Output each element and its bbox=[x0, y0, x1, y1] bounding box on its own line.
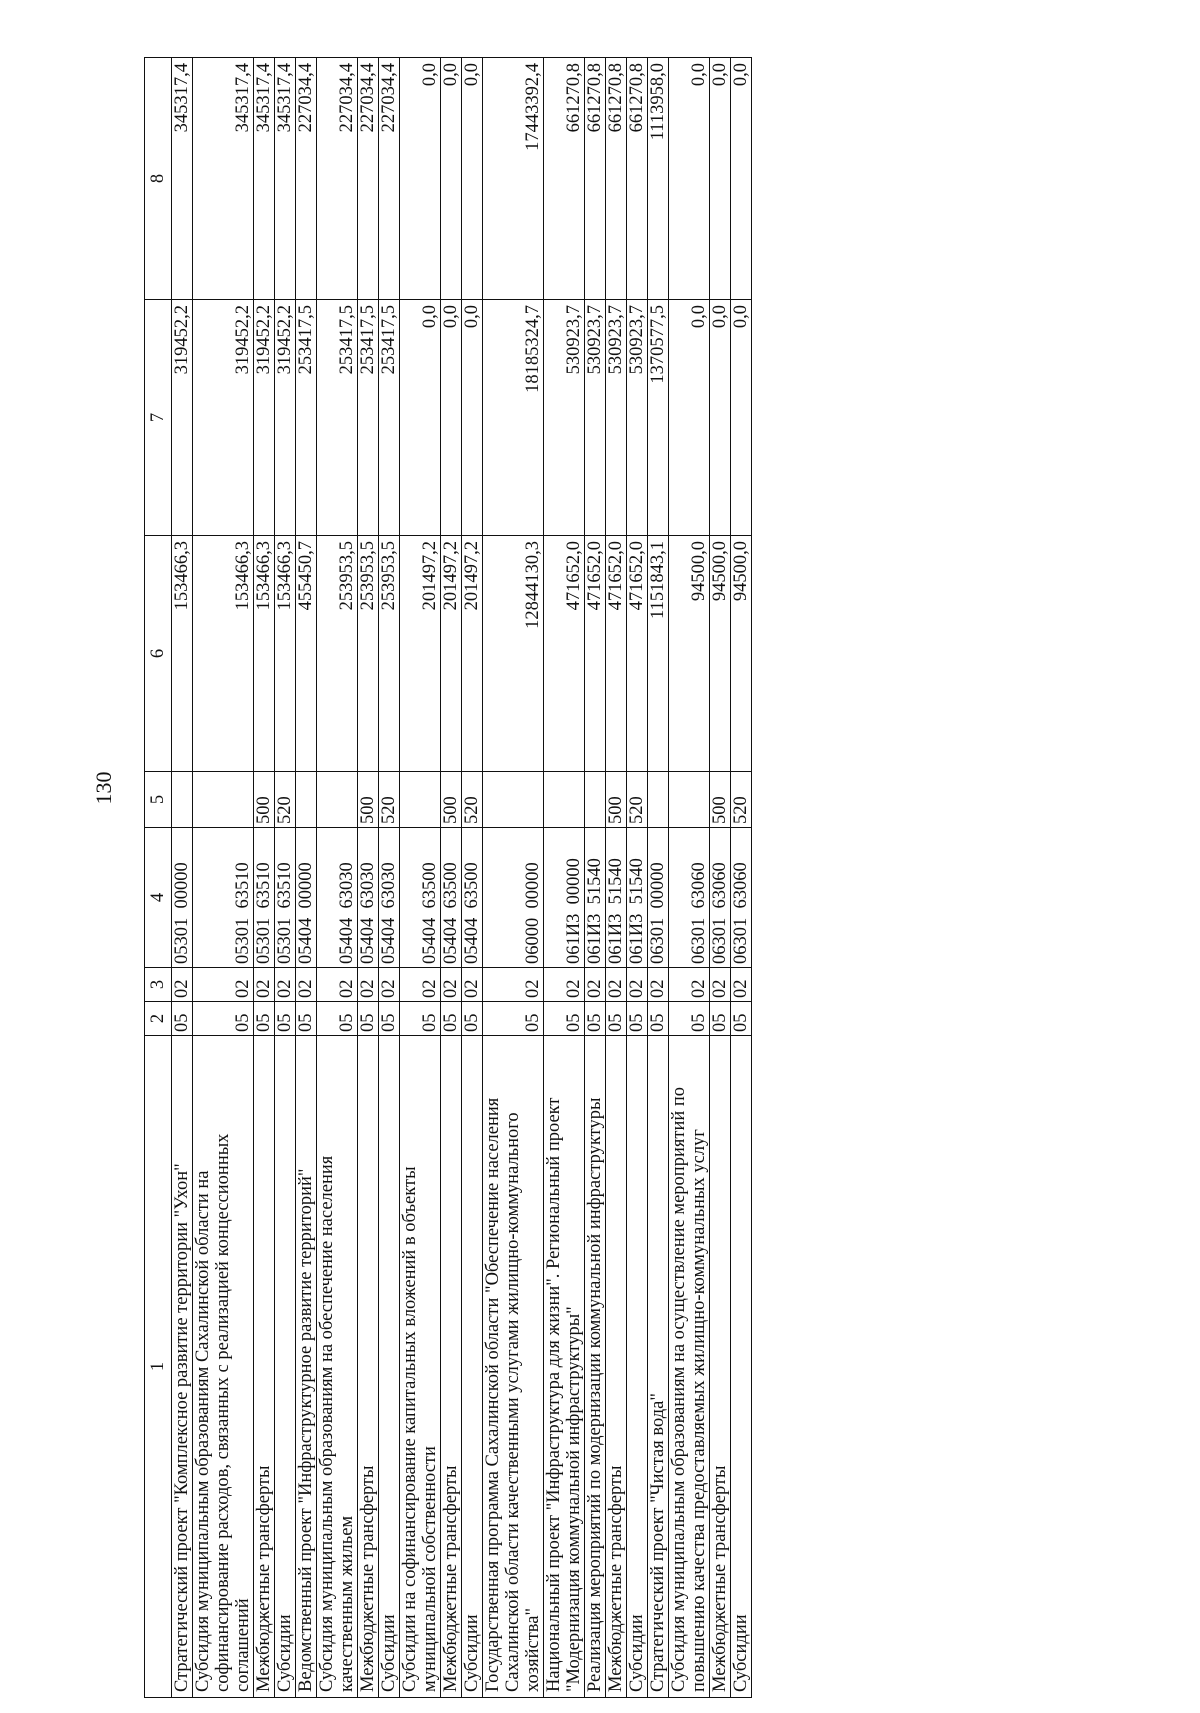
amount-col6-cell: 94500,0 bbox=[731, 536, 752, 772]
amount-col8-cell: 0,0 bbox=[731, 58, 752, 300]
section-code-cell: 05 bbox=[544, 1002, 585, 1036]
table-row bbox=[648, 58, 669, 1698]
section-code-cell: 05 bbox=[254, 1002, 275, 1036]
target-article-cell: 05404 63500 bbox=[441, 828, 462, 968]
target-article-cell: 05404 63030 bbox=[317, 828, 358, 968]
subsection-code-cell: 02 bbox=[193, 968, 254, 1002]
amount-col8-cell: 345317,4 bbox=[193, 58, 254, 300]
target-article-cell: 06301 63060 bbox=[731, 828, 752, 968]
section-code-cell: 05 bbox=[483, 1002, 544, 1036]
row-name-cell: Субсидия муниципальным образованиям на обеспечение населения качественным жильем bbox=[317, 1036, 358, 1698]
section-code-cell: 05 bbox=[400, 1002, 441, 1036]
target-article-cell: 06301 63060 bbox=[710, 828, 731, 968]
amount-col8-cell: 345317,4 bbox=[172, 58, 193, 300]
table-row bbox=[296, 58, 317, 1698]
amount-col8-cell: 661270,8 bbox=[606, 58, 627, 300]
amount-col7-cell: 253417,5 bbox=[358, 300, 379, 536]
amount-col6-cell: 1151843,1 bbox=[648, 536, 669, 772]
target-article-cell: 06301 00000 bbox=[648, 828, 669, 968]
amount-col8-cell: 0,0 bbox=[400, 58, 441, 300]
row-name-cell: Субсидии bbox=[731, 1036, 752, 1698]
budget-table bbox=[144, 57, 752, 1698]
expense-type-cell bbox=[544, 772, 585, 828]
expense-type-cell: 520 bbox=[731, 772, 752, 828]
table-row bbox=[317, 58, 358, 1698]
header-row bbox=[145, 58, 172, 1698]
expense-type-cell bbox=[172, 772, 193, 828]
target-article-cell: 05404 63030 bbox=[379, 828, 400, 968]
target-article-cell: 05301 63510 bbox=[254, 828, 275, 968]
target-article-cell: 061И3 00000 bbox=[544, 828, 585, 968]
subsection-code-cell: 02 bbox=[483, 968, 544, 1002]
expense-type-cell: 520 bbox=[627, 772, 648, 828]
section-code-cell: 05 bbox=[358, 1002, 379, 1036]
section-code-cell: 05 bbox=[606, 1002, 627, 1036]
amount-col7-cell: 530923,7 bbox=[627, 300, 648, 536]
section-code-cell: 05 bbox=[379, 1002, 400, 1036]
row-name-cell: Межбюджетные трансферты bbox=[358, 1036, 379, 1698]
amount-col7-cell: 253417,5 bbox=[317, 300, 358, 536]
amount-col7-cell: 18185324,7 bbox=[483, 300, 544, 536]
expense-type-cell: 500 bbox=[358, 772, 379, 828]
amount-col7-cell: 253417,5 bbox=[379, 300, 400, 536]
expense-type-cell bbox=[648, 772, 669, 828]
amount-col7-cell: 319452,2 bbox=[275, 300, 296, 536]
amount-col8-cell: 345317,4 bbox=[254, 58, 275, 300]
target-article-cell: 05301 00000 bbox=[172, 828, 193, 968]
table-row bbox=[585, 58, 606, 1698]
column-header: 3 bbox=[145, 968, 172, 1002]
row-name-cell: Межбюджетные трансферты bbox=[710, 1036, 731, 1698]
amount-col7-cell: 0,0 bbox=[669, 300, 710, 536]
section-code-cell: 05 bbox=[648, 1002, 669, 1036]
section-code-cell: 05 bbox=[710, 1002, 731, 1036]
subsection-code-cell: 02 bbox=[254, 968, 275, 1002]
target-article-cell: 06000 00000 bbox=[483, 828, 544, 968]
target-article-cell: 05404 63030 bbox=[358, 828, 379, 968]
table-row bbox=[669, 58, 710, 1698]
amount-col6-cell: 12844130,3 bbox=[483, 536, 544, 772]
subsection-code-cell: 02 bbox=[441, 968, 462, 1002]
row-name-cell: Межбюджетные трансферты bbox=[441, 1036, 462, 1698]
table-row bbox=[275, 58, 296, 1698]
row-name-cell: Ведомственный проект "Инфраструктурное развитие территорий" bbox=[296, 1036, 317, 1698]
expense-type-cell bbox=[296, 772, 317, 828]
subsection-code-cell: 02 bbox=[296, 968, 317, 1002]
row-name-cell: Национальный проект "Инфраструктура для жизни". Региональный проект "Модернизация коммунальной инфраструктуры" bbox=[544, 1036, 585, 1698]
row-name-cell: Субсидии bbox=[379, 1036, 400, 1698]
table-row bbox=[193, 58, 254, 1698]
amount-col6-cell: 201497,2 bbox=[462, 536, 483, 772]
amount-col7-cell: 530923,7 bbox=[544, 300, 585, 536]
expense-type-cell bbox=[585, 772, 606, 828]
target-article-cell: 06301 63060 bbox=[669, 828, 710, 968]
target-article-cell: 05301 63510 bbox=[275, 828, 296, 968]
subsection-code-cell: 02 bbox=[648, 968, 669, 1002]
amount-col7-cell: 319452,2 bbox=[172, 300, 193, 536]
amount-col8-cell: 227034,4 bbox=[379, 58, 400, 300]
amount-col6-cell: 201497,2 bbox=[400, 536, 441, 772]
column-header: 5 bbox=[145, 772, 172, 828]
amount-col6-cell: 94500,0 bbox=[669, 536, 710, 772]
amount-col8-cell: 661270,8 bbox=[585, 58, 606, 300]
row-name-cell: Субсидии bbox=[462, 1036, 483, 1698]
amount-col6-cell: 471652,0 bbox=[585, 536, 606, 772]
section-code-cell: 05 bbox=[441, 1002, 462, 1036]
row-name-cell: Субсидия муниципальным образованиям на осуществление мероприятий по повышению качества предоставляемых жилищно-коммунальных услуг bbox=[669, 1036, 710, 1698]
target-article-cell: 05404 63500 bbox=[462, 828, 483, 968]
section-code-cell: 05 bbox=[669, 1002, 710, 1036]
amount-col8-cell: 661270,8 bbox=[627, 58, 648, 300]
subsection-code-cell: 02 bbox=[669, 968, 710, 1002]
amount-col6-cell: 153466,3 bbox=[275, 536, 296, 772]
column-header: 8 bbox=[145, 58, 172, 300]
amount-col8-cell: 227034,4 bbox=[296, 58, 317, 300]
column-header: 2 bbox=[145, 1002, 172, 1036]
column-header: 7 bbox=[145, 300, 172, 536]
column-header: 4 bbox=[145, 828, 172, 968]
section-code-cell: 05 bbox=[317, 1002, 358, 1036]
amount-col7-cell: 0,0 bbox=[710, 300, 731, 536]
table-row bbox=[606, 58, 627, 1698]
amount-col6-cell: 471652,0 bbox=[606, 536, 627, 772]
expense-type-cell bbox=[193, 772, 254, 828]
row-name-cell: Субсидии bbox=[627, 1036, 648, 1698]
amount-col6-cell: 153466,3 bbox=[193, 536, 254, 772]
table-row bbox=[441, 58, 462, 1698]
expense-type-cell bbox=[669, 772, 710, 828]
subsection-code-cell: 02 bbox=[585, 968, 606, 1002]
section-code-cell: 05 bbox=[172, 1002, 193, 1036]
amount-col8-cell: 1113958,0 bbox=[648, 58, 669, 300]
amount-col7-cell: 0,0 bbox=[441, 300, 462, 536]
row-name-cell: Субсидии bbox=[275, 1036, 296, 1698]
rotated-table-container bbox=[144, 58, 1149, 1698]
amount-col6-cell: 94500,0 bbox=[710, 536, 731, 772]
amount-col7-cell: 1370577,5 bbox=[648, 300, 669, 536]
expense-type-cell bbox=[483, 772, 544, 828]
expense-type-cell: 500 bbox=[254, 772, 275, 828]
amount-col7-cell: 0,0 bbox=[462, 300, 483, 536]
amount-col8-cell: 17443392,4 bbox=[483, 58, 544, 300]
table-body bbox=[172, 58, 752, 1698]
column-header: 6 bbox=[145, 536, 172, 772]
target-article-cell: 05404 00000 bbox=[296, 828, 317, 968]
section-code-cell: 05 bbox=[296, 1002, 317, 1036]
row-name-cell: Стратегический проект "Комплексное развитие территории "Ухон" bbox=[172, 1036, 193, 1698]
table-row bbox=[358, 58, 379, 1698]
amount-col8-cell: 0,0 bbox=[710, 58, 731, 300]
expense-type-cell: 520 bbox=[462, 772, 483, 828]
expense-type-cell: 500 bbox=[441, 772, 462, 828]
amount-col7-cell: 253417,5 bbox=[296, 300, 317, 536]
amount-col6-cell: 455450,7 bbox=[296, 536, 317, 772]
section-code-cell: 05 bbox=[275, 1002, 296, 1036]
expense-type-cell: 500 bbox=[710, 772, 731, 828]
subsection-code-cell: 02 bbox=[462, 968, 483, 1002]
subsection-code-cell: 02 bbox=[710, 968, 731, 1002]
table-row bbox=[731, 58, 752, 1698]
row-name-cell: Межбюджетные трансферты bbox=[606, 1036, 627, 1698]
amount-col6-cell: 153466,3 bbox=[172, 536, 193, 772]
subsection-code-cell: 02 bbox=[400, 968, 441, 1002]
amount-col7-cell: 530923,7 bbox=[606, 300, 627, 536]
subsection-code-cell: 02 bbox=[275, 968, 296, 1002]
table-row bbox=[627, 58, 648, 1698]
target-article-cell: 05301 63510 bbox=[193, 828, 254, 968]
amount-col6-cell: 471652,0 bbox=[627, 536, 648, 772]
expense-type-cell: 500 bbox=[606, 772, 627, 828]
amount-col7-cell: 0,0 bbox=[400, 300, 441, 536]
row-name-cell: Субсидии на софинансирование капитальных вложений в объекты муниципальной собственности bbox=[400, 1036, 441, 1698]
amount-col6-cell: 201497,2 bbox=[441, 536, 462, 772]
expense-type-cell: 520 bbox=[275, 772, 296, 828]
target-article-cell: 061И3 51540 bbox=[627, 828, 648, 968]
table-row bbox=[400, 58, 441, 1698]
amount-col8-cell: 345317,4 bbox=[275, 58, 296, 300]
amount-col6-cell: 153466,3 bbox=[254, 536, 275, 772]
amount-col8-cell: 227034,4 bbox=[317, 58, 358, 300]
section-code-cell: 05 bbox=[462, 1002, 483, 1036]
amount-col6-cell: 253953,5 bbox=[379, 536, 400, 772]
section-code-cell: 05 bbox=[193, 1002, 254, 1036]
target-article-cell: 061И3 51540 bbox=[585, 828, 606, 968]
section-code-cell: 05 bbox=[585, 1002, 606, 1036]
subsection-code-cell: 02 bbox=[317, 968, 358, 1002]
subsection-code-cell: 02 bbox=[358, 968, 379, 1002]
amount-col6-cell: 471652,0 bbox=[544, 536, 585, 772]
expense-type-cell bbox=[400, 772, 441, 828]
table-row bbox=[462, 58, 483, 1698]
amount-col7-cell: 530923,7 bbox=[585, 300, 606, 536]
section-code-cell: 05 bbox=[731, 1002, 752, 1036]
expense-type-cell: 520 bbox=[379, 772, 400, 828]
target-article-cell: 061И3 51540 bbox=[606, 828, 627, 968]
subsection-code-cell: 02 bbox=[606, 968, 627, 1002]
amount-col8-cell: 0,0 bbox=[441, 58, 462, 300]
subsection-code-cell: 02 bbox=[544, 968, 585, 1002]
row-name-cell: Межбюджетные трансферты bbox=[254, 1036, 275, 1698]
amount-col7-cell: 319452,2 bbox=[254, 300, 275, 536]
table-row bbox=[254, 58, 275, 1698]
amount-col8-cell: 0,0 bbox=[462, 58, 483, 300]
amount-col6-cell: 253953,5 bbox=[358, 536, 379, 772]
target-article-cell: 05404 63500 bbox=[400, 828, 441, 968]
amount-col6-cell: 253953,5 bbox=[317, 536, 358, 772]
subsection-code-cell: 02 bbox=[627, 968, 648, 1002]
amount-col8-cell: 227034,4 bbox=[358, 58, 379, 300]
page-number: 130 bbox=[91, 771, 116, 805]
subsection-code-cell: 02 bbox=[172, 968, 193, 1002]
amount-col8-cell: 661270,8 bbox=[544, 58, 585, 300]
table-row bbox=[379, 58, 400, 1698]
row-name-cell: Государственная программа Сахалинской области "Обеспечение населения Сахалинской области качественными услугами жилищно-коммунального хозяйства" bbox=[483, 1036, 544, 1698]
amount-col7-cell: 0,0 bbox=[731, 300, 752, 536]
table-row bbox=[544, 58, 585, 1698]
row-name-cell: Субсидия муниципальным образованиям Сахалинской области на софинансирование расходов, связанных с реализацией концессионных соглашений bbox=[193, 1036, 254, 1698]
amount-col7-cell: 319452,2 bbox=[193, 300, 254, 536]
subsection-code-cell: 02 bbox=[379, 968, 400, 1002]
expense-type-cell bbox=[317, 772, 358, 828]
table-row bbox=[172, 58, 193, 1698]
section-code-cell: 05 bbox=[627, 1002, 648, 1036]
subsection-code-cell: 02 bbox=[731, 968, 752, 1002]
amount-col8-cell: 0,0 bbox=[669, 58, 710, 300]
table-row bbox=[710, 58, 731, 1698]
row-name-cell: Реализация мероприятий по модернизации коммунальной инфраструктуры bbox=[585, 1036, 606, 1698]
row-name-cell: Стратегический проект "Чистая вода" bbox=[648, 1036, 669, 1698]
table-row bbox=[483, 58, 544, 1698]
column-header: 1 bbox=[145, 1036, 172, 1698]
